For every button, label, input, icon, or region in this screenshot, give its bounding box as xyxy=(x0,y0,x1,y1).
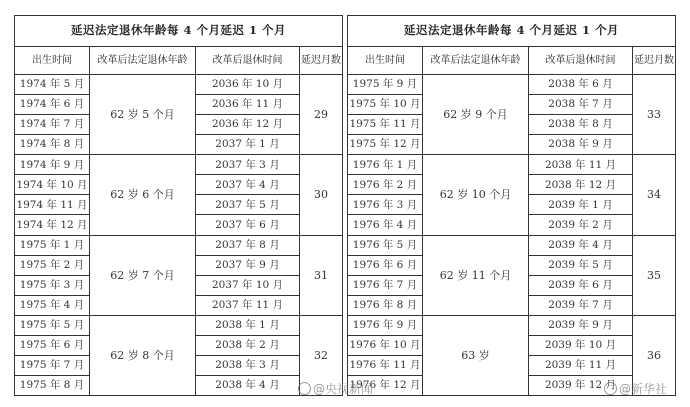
retire-cell: 2039 年 9 月 xyxy=(529,315,633,335)
birth-cell: 1976 年 11 月 xyxy=(348,355,423,375)
age-cell: 62 岁 11 个月 xyxy=(423,235,529,315)
retire-cell: 2038 年 3 月 xyxy=(196,355,300,375)
birth-cell: 1976 年 7 月 xyxy=(348,275,423,295)
retire-cell: 2037 年 4 月 xyxy=(196,175,300,195)
age-cell: 62 岁 8 个月 xyxy=(90,315,196,395)
birth-cell: 1974 年 10 月 xyxy=(15,175,90,195)
retire-cell: 2039 年 6 月 xyxy=(529,275,633,295)
months-cell: 32 xyxy=(300,315,343,395)
table-title: 延迟法定退休年龄每 4 个月延迟 1 个月 xyxy=(15,16,343,47)
age-cell: 62 岁 7 个月 xyxy=(90,235,196,315)
table-row xyxy=(348,235,676,255)
age-cell: 62 岁 6 个月 xyxy=(90,155,196,235)
birth-cell: 1974 年 7 月 xyxy=(15,115,90,135)
months-cell: 31 xyxy=(300,235,343,315)
left-retirement-table xyxy=(14,15,342,396)
col-header-retire: 改革后退休时间 xyxy=(196,47,300,75)
watermark-text: @新华社 xyxy=(619,382,668,396)
birth-cell: 1974 年 9 月 xyxy=(15,155,90,175)
birth-cell: 1975 年 1 月 xyxy=(15,235,90,255)
birth-cell: 1976 年 3 月 xyxy=(348,195,423,215)
retire-cell: 2037 年 1 月 xyxy=(196,135,300,155)
birth-cell: 1976 年 12 月 xyxy=(348,375,423,395)
birth-cell: 1975 年 7 月 xyxy=(15,355,90,375)
col-header-age: 改革后法定退休年龄 xyxy=(423,47,529,75)
table-row xyxy=(15,315,343,335)
birth-cell: 1975 年 8 月 xyxy=(15,375,90,395)
retirement-table-left xyxy=(14,15,343,396)
retire-cell: 2037 年 8 月 xyxy=(196,235,300,255)
retire-cell: 2039 年 12 月 xyxy=(529,375,633,395)
retire-cell: 2037 年 11 月 xyxy=(196,295,300,315)
retire-cell: 2039 年 4 月 xyxy=(529,235,633,255)
birth-cell: 1976 年 9 月 xyxy=(348,315,423,335)
birth-cell: 1976 年 6 月 xyxy=(348,255,423,275)
col-header-birth: 出生时间 xyxy=(15,47,90,75)
months-cell: 36 xyxy=(633,315,676,395)
table-row xyxy=(348,315,676,335)
col-header-months: 延迟月数 xyxy=(633,47,676,75)
retire-cell: 2038 年 9 月 xyxy=(529,135,633,155)
retire-cell: 2038 年 4 月 xyxy=(196,375,300,395)
birth-cell: 1975 年 2 月 xyxy=(15,255,90,275)
birth-cell: 1975 年 5 月 xyxy=(15,315,90,335)
birth-cell: 1975 年 11 月 xyxy=(348,115,423,135)
retire-cell: 2036 年 11 月 xyxy=(196,95,300,115)
retire-cell: 2037 年 10 月 xyxy=(196,275,300,295)
birth-cell: 1975 年 9 月 xyxy=(348,75,423,95)
birth-cell: 1975 年 10 月 xyxy=(348,95,423,115)
table-row xyxy=(15,155,343,175)
retire-cell: 2039 年 2 月 xyxy=(529,215,633,235)
col-header-retire: 改革后退休时间 xyxy=(529,47,633,75)
table-row xyxy=(15,75,343,95)
age-cell: 62 岁 10 个月 xyxy=(423,155,529,235)
retire-cell: 2039 年 1 月 xyxy=(529,195,633,215)
birth-cell: 1975 年 4 月 xyxy=(15,295,90,315)
watermark-xinhua xyxy=(604,380,667,397)
col-header-age: 改革后法定退休年龄 xyxy=(90,47,196,75)
right-retirement-table xyxy=(347,15,675,396)
retirement-table-right xyxy=(347,15,676,396)
birth-cell: 1974 年 12 月 xyxy=(15,215,90,235)
retire-cell: 2038 年 2 月 xyxy=(196,335,300,355)
retire-cell: 2037 年 9 月 xyxy=(196,255,300,275)
birth-cell: 1974 年 5 月 xyxy=(15,75,90,95)
table-row xyxy=(348,75,676,95)
retire-cell: 2039 年 11 月 xyxy=(529,355,633,375)
birth-cell: 1975 年 6 月 xyxy=(15,335,90,355)
retire-cell: 2036 年 10 月 xyxy=(196,75,300,95)
birth-cell: 1975 年 12 月 xyxy=(348,135,423,155)
age-cell: 63 岁 xyxy=(423,315,529,395)
retire-cell: 2037 年 3 月 xyxy=(196,155,300,175)
birth-cell: 1976 年 2 月 xyxy=(348,175,423,195)
birth-cell: 1976 年 5 月 xyxy=(348,235,423,255)
table-title: 延迟法定退休年龄每 4 个月延迟 1 个月 xyxy=(348,16,676,47)
months-cell: 34 xyxy=(633,155,676,235)
watermark-cctv xyxy=(298,380,373,397)
months-cell: 35 xyxy=(633,235,676,315)
watermark-text: @央视新闻 xyxy=(313,382,374,396)
months-cell: 33 xyxy=(633,75,676,155)
age-cell: 62 岁 5 个月 xyxy=(90,75,196,155)
table-row xyxy=(348,155,676,175)
weibo-icon xyxy=(298,382,311,395)
col-header-months: 延迟月数 xyxy=(300,47,343,75)
retire-cell: 2036 年 12 月 xyxy=(196,115,300,135)
retire-cell: 2038 年 6 月 xyxy=(529,75,633,95)
retire-cell: 2038 年 7 月 xyxy=(529,95,633,115)
birth-cell: 1976 年 4 月 xyxy=(348,215,423,235)
months-cell: 30 xyxy=(300,155,343,235)
retire-cell: 2038 年 1 月 xyxy=(196,315,300,335)
retire-cell: 2039 年 10 月 xyxy=(529,335,633,355)
birth-cell: 1974 年 11 月 xyxy=(15,195,90,215)
age-cell: 62 岁 9 个月 xyxy=(423,75,529,155)
retire-cell: 2039 年 5 月 xyxy=(529,255,633,275)
birth-cell: 1976 年 10 月 xyxy=(348,335,423,355)
retire-cell: 2038 年 11 月 xyxy=(529,155,633,175)
weibo-icon xyxy=(604,382,617,395)
retire-cell: 2037 年 5 月 xyxy=(196,195,300,215)
retire-cell: 2038 年 8 月 xyxy=(529,115,633,135)
col-header-birth: 出生时间 xyxy=(348,47,423,75)
retire-cell: 2038 年 12 月 xyxy=(529,175,633,195)
months-cell: 29 xyxy=(300,75,343,155)
birth-cell: 1975 年 3 月 xyxy=(15,275,90,295)
birth-cell: 1974 年 6 月 xyxy=(15,95,90,115)
retire-cell: 2039 年 7 月 xyxy=(529,295,633,315)
birth-cell: 1974 年 8 月 xyxy=(15,135,90,155)
retire-cell: 2037 年 6 月 xyxy=(196,215,300,235)
birth-cell: 1976 年 1 月 xyxy=(348,155,423,175)
birth-cell: 1976 年 8 月 xyxy=(348,295,423,315)
table-row xyxy=(15,235,343,255)
